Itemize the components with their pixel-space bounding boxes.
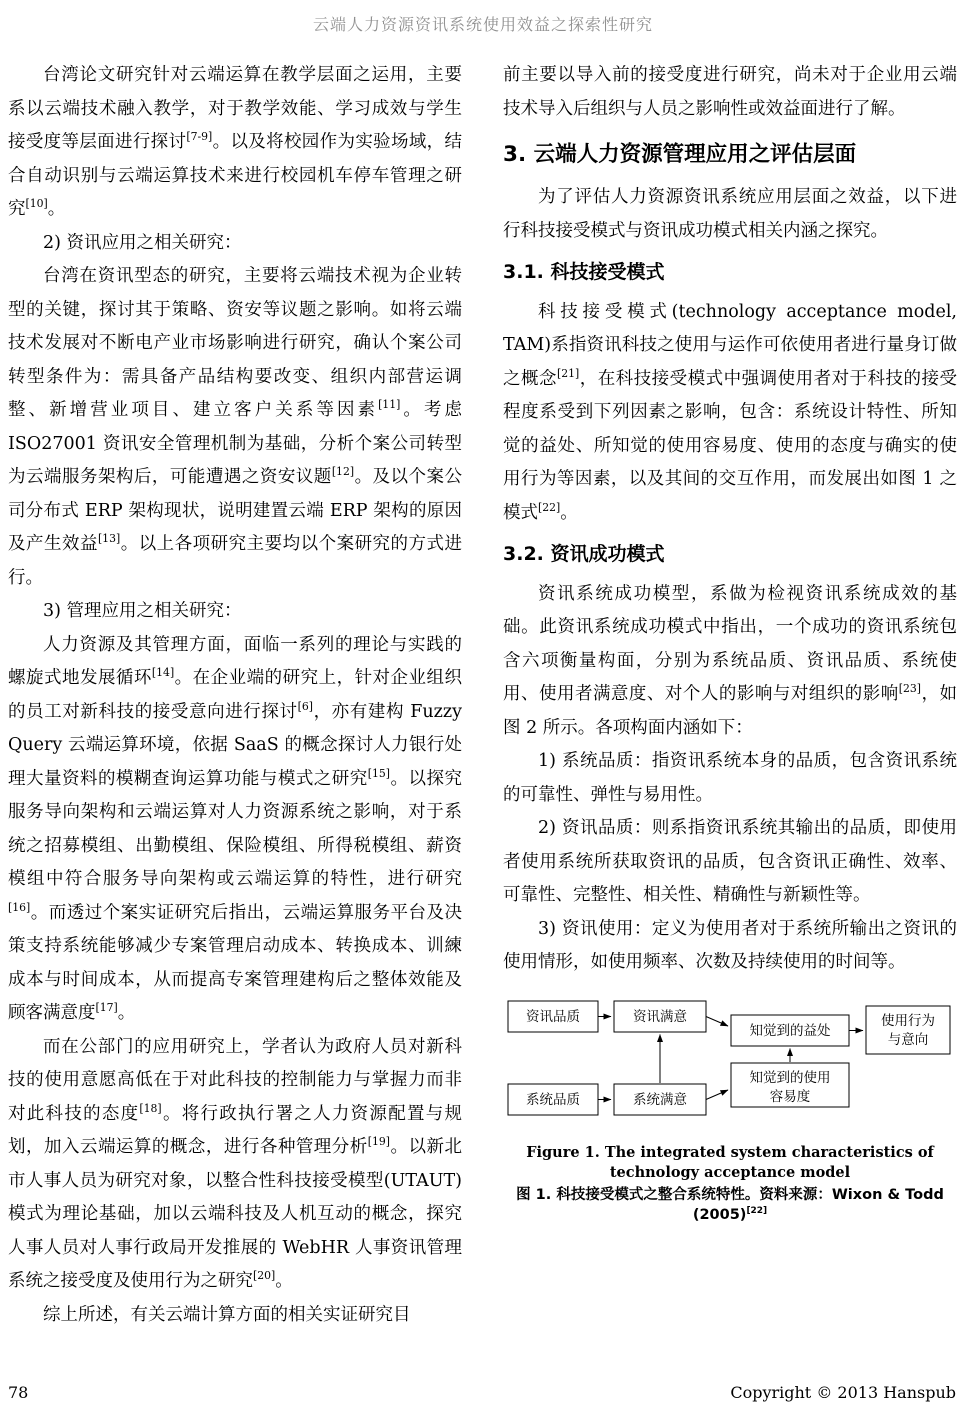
box-info-satisfaction-label: 资讯满意 bbox=[633, 1008, 687, 1025]
figure-caption-zh: 图 1. 科技接受模式之整合系统特性。资料来源：Wixon & Todd (2005)[22] bbox=[516, 1187, 944, 1224]
box-sys-quality-label: 系统品质 bbox=[526, 1091, 580, 1108]
tam-model-svg bbox=[507, 998, 953, 1123]
paragraph: 台湾在资讯型态的研究，主要将云端技术视为企业转型的关键，探讨其于策略、资安等议题之影响。如将云端技术发展对不断电产业市场影响进行研究，确认个案公司转型条件为：需具备产品结构要改变、组织内部营运调整、新增营业项目、建立客户关系等因素[11]。考虑 ISO27001 资讯安全管理机制为基础，分析个案公司转型为云端服务架构后，可能遭遇之资安议题[12]。及以个案公司分布式 ERP 架构现状，说明建置云端 ERP 架构的原因及产生效益[13]。以上各项研究主要均以个案研究的方式进行。 bbox=[8, 266, 463, 588]
figure-1-diagram bbox=[507, 998, 957, 1136]
page-footer bbox=[8, 1383, 956, 1402]
copyright-notice: Copyright © 2013 Hanspub bbox=[730, 1383, 956, 1402]
box-perceived-ease bbox=[731, 1063, 849, 1107]
paragraph: 人力资源及其管理方面，面临一系列的理论与实践的螺旋式地发展循环[14]。在企业端的研究上，针对企业组织的员工对新科技的接受意向进行探讨[6]，亦有建构 Fuzzy Query 云端运算环境，依据 SaaS 的概念探讨人力银行处理大量资料的模糊查询运算功能与模式之研究[15]。以探究服务导向架构和云端运算对人力资源系统之影响，对于系统之招募模组、出勤模组、保险模组、所得税模组、薪资模组中符合服务导向架构或云端运算的特性，进行研究[16]。而透过个案实证研究后指出，云端运算服务平台及决策支持系统能够减少专案管理启动成本、转换成本、训練成本与时间成本，从而提高专案管理建构后之整体效能及顾客满意度[17]。 bbox=[8, 634, 463, 1023]
box-behavior-intention bbox=[866, 1006, 950, 1054]
paragraph: 科技接受模式(technology acceptance model, TAM)系指资讯科技之使用与运作可依使用者进行量身订做之概念[21]，在科技接受模式中强调使用者对于科技的接受程度系受到下列因素之影响，包含：系统设计特性、所知觉的益处、所知觉的使用容易度、使用的态度与确实的使用行为等因素，以及其间的交互作用，而发展出如图 1 之模式[22]。 bbox=[503, 301, 958, 523]
left-column bbox=[8, 59, 462, 1332]
arrow-infosat-to-usefulness bbox=[706, 1016, 728, 1026]
running-head-title: 云端人力资源资讯系统使用效益之探索性研究 bbox=[312, 15, 653, 34]
box-info-satisfaction bbox=[614, 1001, 706, 1032]
list-item: 3) 资讯使用：定义为使用者对于系统所输出之资讯的使用情形，如使用频率、次数及持续使用的时间等。 bbox=[503, 918, 957, 973]
box-perceived-ease-label-2: 容易度 bbox=[769, 1088, 811, 1105]
list-item: 2) 资讯应用之相关研究： bbox=[43, 232, 242, 253]
box-perceived-ease-label-1: 知觉到的使用 bbox=[749, 1069, 831, 1086]
paragraph: 综上所述，有关云端计算方面的相关实证研究目 bbox=[43, 1304, 411, 1325]
box-perceived-usefulness bbox=[731, 1015, 849, 1046]
paragraph: 而在公部门的应用研究上，学者认为政府人员对新科技的使用意愿高低在于对此科技的控制能力与掌握力而非对此科技的态度[18]。将行政执行署之人力资源配置与规划，加入云端运算的概念，进行各种管理分析[19]。以新北市人事人员为研究对象，以整合性科技接受模型(UTAUT)模式为理论基础，加以云端科技及人机互动的概念，探究人事人员对人事行政局开发推展的 WebHR 人事资讯管理系统之接受度及使用行为之研究[20]。 bbox=[8, 1036, 463, 1291]
paragraph: 台湾论文研究针对云端运算在教学层面之运用，主要系以云端技术融入教学，对于教学效能、学习成效与学生接受度等层面进行探讨[7-9]。以及将校园作为实验场域，结合自动识别与云端运算技术来进行校园机车停车管理之研究[10]。 bbox=[8, 65, 462, 219]
list-item: 1) 系统品质：指资讯系统本身的品质，包含资讯系统的可靠性、弹性与易用性。 bbox=[503, 751, 957, 805]
paragraph: 前主要以导入前的接受度进行研究，尚未对于企业用云端技术导入后组织与人员之影响性或效益面进行了解。 bbox=[503, 65, 957, 119]
two-column-body bbox=[8, 59, 958, 1332]
box-info-quality bbox=[508, 1001, 598, 1032]
box-info-quality-label: 资讯品质 bbox=[526, 1008, 580, 1025]
arrow-syssat-to-ease bbox=[706, 1090, 728, 1100]
paragraph: 为了评估人力资源资讯系统应用层面之效益，以下进行科技接受模式与资讯成功模式相关内涵之探究。 bbox=[503, 187, 957, 241]
list-item: 3) 管理应用之相关研究： bbox=[43, 601, 242, 621]
box-sys-satisfaction-label: 系统满意 bbox=[633, 1091, 687, 1108]
paragraph: 资讯系统成功模型，系做为检视资讯系统成效的基础。此资讯系统成功模式中指出，一个成功的资讯系统包含六项衡量构面，分别为系统品质、资讯品质、系统使用、使用者满意度、对个人的影响与对组织的影响[23]，如图 2 所示。各项构面内涵如下： bbox=[503, 583, 958, 738]
box-sys-quality bbox=[508, 1084, 598, 1115]
right-column bbox=[503, 59, 957, 1332]
section-heading: 3. 云端人力资源管理应用之评估层面 bbox=[503, 142, 857, 167]
box-behavior-intention-label-1: 使用行为 bbox=[881, 1012, 935, 1029]
box-perceived-usefulness-label: 知觉到的益处 bbox=[749, 1022, 831, 1039]
subsection-heading: 3.2. 资讯成功模式 bbox=[503, 543, 665, 566]
page-number: 78 bbox=[8, 1383, 29, 1402]
box-behavior-intention-label-2: 与意向 bbox=[887, 1031, 929, 1048]
subsection-heading: 3.1. 科技接受模式 bbox=[503, 261, 665, 284]
box-sys-satisfaction bbox=[614, 1084, 706, 1115]
figure-caption-en: Figure 1. The integrated system characteristics of technology acceptance model bbox=[526, 1144, 934, 1182]
list-item: 2) 资讯品质：则系指资讯系统其输出的品质，即使用者使用系统所获取资讯的品质，包含资讯正确性、效率、可靠性、完整性、相关性、精确性与新颖性等。 bbox=[503, 818, 957, 906]
